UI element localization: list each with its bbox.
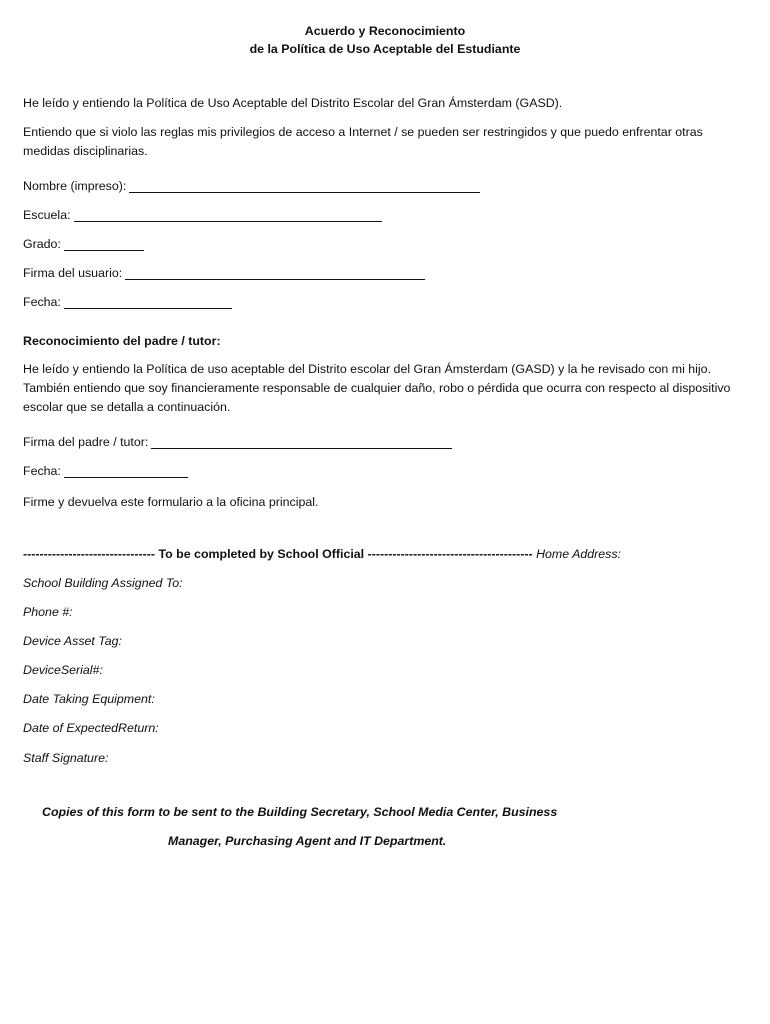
parent-statement: He leído y entiendo la Política de uso aceptable del Distrito escolar del Gran Ámsterdam (GASD) y la he revisado con mi hijo. También entiendo que soy financieramente responsable de cualquier daño, robo o pérdida que ocurra con respecto al dispositivo escolar que se detalla a continuación. <box>23 362 731 414</box>
parent-signature-line[interactable] <box>151 436 452 449</box>
student-date-line[interactable] <box>64 296 232 309</box>
footer-distribution-line2: Manager, Purchasing Agent and IT Department. <box>168 834 447 848</box>
name-label: Nombre (impreso): <box>23 179 127 193</box>
serial-label: DeviceSerial#: <box>23 663 103 677</box>
parent-heading: Reconocimiento del padre / tutor: <box>23 334 221 348</box>
official-section-header <box>23 547 621 561</box>
official-dashes-left: -------------------------------- <box>23 547 156 561</box>
user-signature-label: Firma del usuario: <box>23 266 123 280</box>
expected-return-label: Date of ExpectedReturn: <box>23 721 159 735</box>
student-statement-1: He leído y entiendo la Política de Uso Aceptable del Distrito Escolar del Gran Ámsterdam (GASD). <box>23 96 563 110</box>
building-assigned-label: School Building Assigned To: <box>23 576 183 590</box>
school-field[interactable] <box>23 208 382 222</box>
official-dashes-right: ---------------------------------------- <box>367 547 533 561</box>
name-line[interactable] <box>129 180 480 193</box>
student-date-field[interactable] <box>23 295 232 309</box>
grade-line[interactable] <box>64 238 144 251</box>
grade-field[interactable] <box>23 237 144 251</box>
footer-distribution-line1: Copies of this form to be sent to the Building Secretary, School Media Center, Business <box>42 805 558 819</box>
user-signature-line[interactable] <box>125 267 425 280</box>
return-instruction: Firme y devuelva este formulario a la oficina principal. <box>23 495 319 509</box>
parent-signature-field[interactable] <box>23 435 452 449</box>
school-line[interactable] <box>74 209 382 222</box>
official-heading: To be completed by School Official <box>155 547 368 561</box>
name-field[interactable] <box>23 179 480 193</box>
parent-date-field[interactable] <box>23 464 188 478</box>
home-address-label: Home Address: <box>532 547 621 561</box>
grade-label: Grado: <box>23 237 61 251</box>
school-label: Escuela: <box>23 208 71 222</box>
parent-date-label: Fecha: <box>23 464 61 478</box>
document-title-line1: Acuerdo y Reconocimiento <box>304 24 466 38</box>
user-signature-field[interactable] <box>23 266 425 280</box>
parent-date-line[interactable] <box>64 465 188 478</box>
student-statement-2: Entiendo que si violo las reglas mis privilegios de acceso a Internet / se pueden ser restringidos y que puedo enfrentar otras medidas disciplinarias. <box>23 125 703 158</box>
staff-signature-label: Staff Signature: <box>23 751 109 765</box>
student-date-label: Fecha: <box>23 295 61 309</box>
date-taking-label: Date Taking Equipment: <box>23 692 155 706</box>
asset-tag-label: Device Asset Tag: <box>23 634 122 648</box>
parent-signature-label: Firma del padre / tutor: <box>23 435 149 449</box>
document-title-line2: de la Política de Uso Aceptable del Estudiante <box>249 42 521 56</box>
phone-label: Phone #: <box>23 605 73 619</box>
